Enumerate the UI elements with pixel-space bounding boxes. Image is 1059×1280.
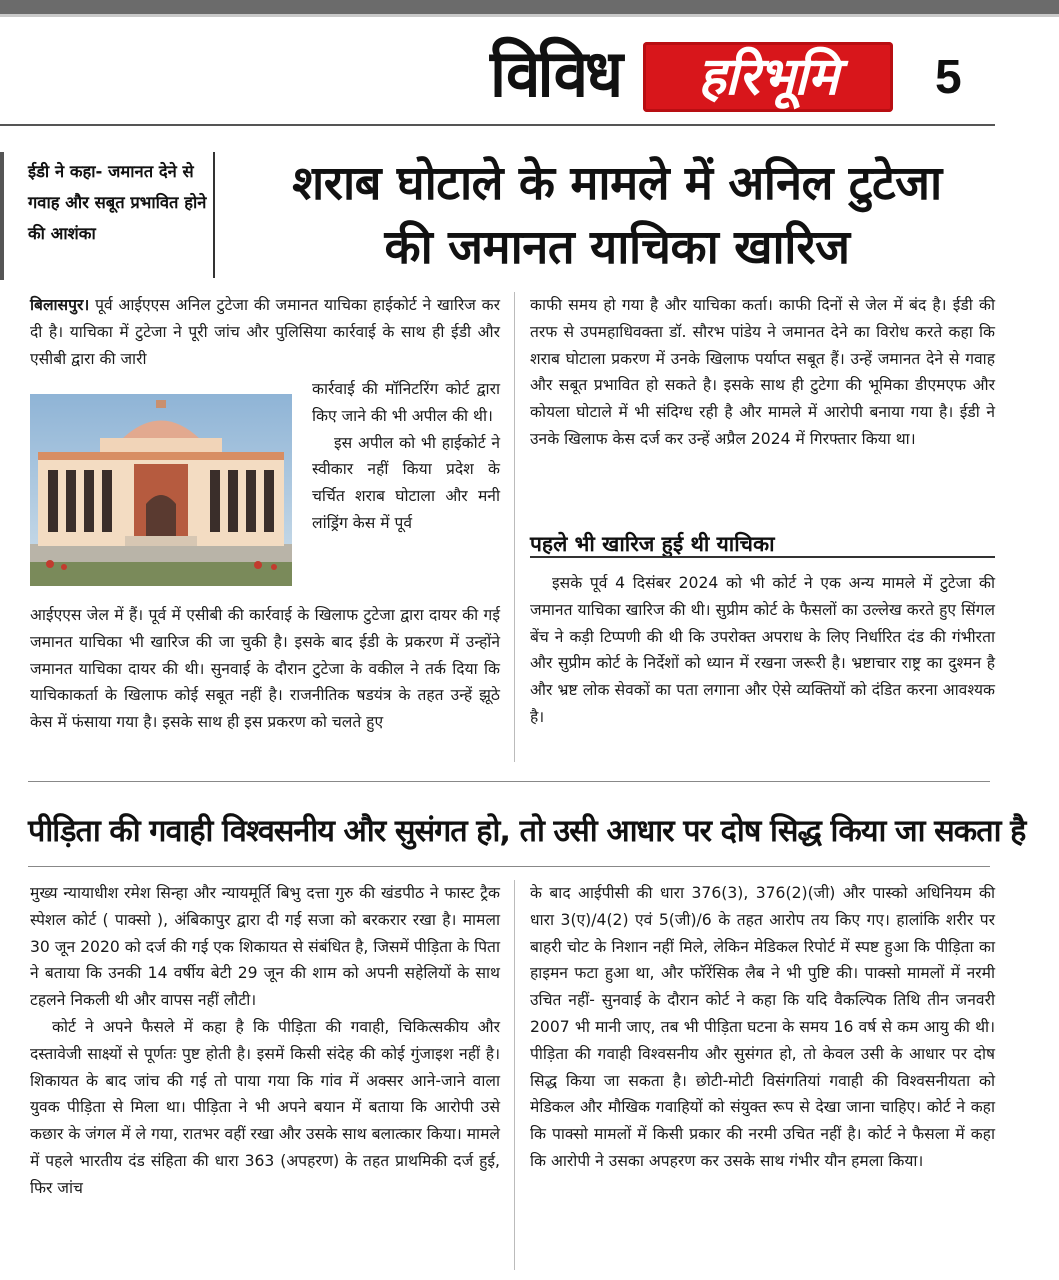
story2-col1-paragraph-2: कोर्ट ने अपने फैसले में कहा है कि पीड़िता की गवाही, चिकित्सकीय और दस्तावेजी साक्ष्यों से पूर्णतः पुष्ट होती है। इसमें किसी संदेह की कोई गुंजाइश नहीं है। शिकायत के बाद जांच की गई तो पाया गया कि गांव में अक्सर आने-जाने वाला युवक पीड़िता से मिला था। पीड़िता ने भी अपने बयान में बताया कि आरोपी उसे कछार के जंगल में ले गया, रातभर वहीं रखा और उसके साथ बलात्कार किया। मामले में पहले भारतीय दंड संहिता की धारा 363 (अपहरण) के तहत प्राथमिकी दर्ज हुई, फिर जांच	[30, 1017, 500, 1197]
masthead-rule	[0, 124, 995, 126]
story1-headline	[222, 152, 1012, 280]
section-label: विविध	[490, 35, 621, 112]
story1-wrap-paragraph-b: इस अपील को भी हाईकोर्ट ने स्वीकार नहीं किया प्रदेश के चर्चित शराब घोटाला और मनी लांड्रिंग केस में पूर्व	[312, 433, 500, 532]
page-top-line	[0, 14, 1059, 17]
headline-line-2: की जमानत याचिका खारिज	[384, 220, 850, 275]
story1-column-1-after	[30, 602, 500, 736]
page-top-band	[0, 0, 1059, 14]
story1-kicker: ईडी ने कहा- जमानत देने से गवाह और सबूत प्रभावित होने की आशंका	[28, 162, 207, 243]
left-edge-mark	[0, 152, 4, 280]
headline-line-1: शराब घोटाले के मामले में अनिल टुटेजा	[292, 156, 942, 211]
story-separator	[28, 781, 990, 782]
story2-headline: पीड़िता की गवाही विश्वसनीय और सुसंगत हो, तो उसी आधार पर दोष सिद्ध किया जा सकता है	[28, 814, 1026, 849]
story1-col2-paragraph-2: इसके पूर्व 4 दिसंबर 2024 को भी कोर्ट ने एक अन्य मामले में टुटेजा की जमानत याचिका खारिज की थी। सुप्रीम कोर्ट के फैसलों का उल्लेख करते हुए सिंगल बेंच ने कड़ी टिप्पणी की थी कि उपरोक्त अपराध के लिए निर्धारित दंड की गंभीरता और सुप्रीम कोर्ट के निर्देशों को ध्यान में रखना जरूरी है। भ्रष्टाचार राष्ट्र का दुश्मन है और भ्रष्ट लोक सेवकों का पता लगाना और ऐसे व्यक्तियों को दंडित करना आवश्यक है।	[530, 574, 995, 726]
subhead-rule	[530, 556, 995, 558]
story1-col2-paragraph: काफी समय हो गया है और याचिका कर्ता। काफी दिनों से जेल में बंद है। ईडी की तरफ से उपमहाधिवक्ता डॉ. सौरभ पांडेय ने जमानत देने का विरोध करते कहा कि शराब घोटाला प्रकरण में उनके खिलाफ पर्याप्त सबूत हैं। उन्हें जमानत देने से गवाह और सबूत प्रभावित हो सकते है। इसके साथ ही टुटेगा की भूमिका डीएमएफ और कोयला घोटाले में भी संदिग्ध रही है और मामले में आरोपी बनाया गया है। ईडी ने उनके खिलाफ केस दर्ज कर उन्हें अप्रैल 2024 में गिरफ्तार किया था।	[530, 296, 995, 448]
story1-after-paragraph: आईएएस जेल में हैं। पूर्व में एसीबी की कार्रवाई के खिलाफ टुटेजा द्वारा दायर की गई जमानत याचिका भी खारिज की जा चुकी है। इसके बाद ईडी के प्रकरण में उन्होंने जमानत याचिका दायर की थी। सुनवाई के दौरान टुटेजा के वकील ने तर्क दिया कि याचिकाकर्ता के खिलाफ कोई सबूत नहीं है। राजनीतिक षडयंत्र के तहत उन्हें झूठे केस में फंसाया गया है। इसके साथ ही इस प्रकरण को चलते हुए	[30, 606, 500, 732]
newspaper-logo	[643, 42, 893, 112]
highcourt-building-photo	[30, 394, 292, 586]
story2-headline-rule	[28, 866, 990, 867]
story1-subhead: पहले भी खारिज हुई थी याचिका	[530, 532, 775, 556]
story1-column-2	[530, 292, 995, 453]
page-number: 5	[935, 51, 962, 104]
story1-column-1-intro	[30, 292, 500, 372]
kicker-divider	[213, 152, 215, 278]
story1-column-2-part2	[530, 570, 995, 731]
dateline: बिलासपुर।	[30, 296, 90, 314]
story2-column-1	[30, 880, 500, 1202]
column-divider-2	[514, 880, 515, 1270]
story1-column-1-wrap	[312, 376, 500, 537]
story2-col2-paragraph: के बाद आईपीसी की धारा 376(3), 376(2)(जी) और पास्को अधिनियम की धारा 3(ए)/4(2) एवं 5(जी)/6 के तहत आरोप तय किए गए। हालांकि शरीर पर बाहरी चोट के निशान नहीं मिले, लेकिन मेडिकल रिपोर्ट में स्पष्ट हुआ कि पीड़िता का हाइमन फटा हुआ था, और फॉरेंसिक लैब ने भी पुष्टि की। पाक्सो मामलों में नरमी उचित नहीं- सुनवाई के दौरान कोर्ट ने कहा कि यदि वैकल्पिक तिथि तीन जनवरी 2007 भी मानी जाए, तब भी पीड़िता घटना के समय 16 वर्ष से कम आयु की थी। पीड़िता की गवाही विश्वसनीय और सुसंगत हो, तो केवल उसी के आधार पर दोष सिद्ध किया जा सकता है। छोटी-मोटी विसंगतियां गवाही की विश्वसनीयता को मेडिकल और मौखिक गवाहियों को संयुक्त रूप से देखा जाना चाहिए। कोर्ट ने कहा कि पाक्सो मामलों में किसी प्रकार की नरमी उचित नहीं है। कोर्ट ने फैसला में कहा कि आरोपी ने उसका अपहरण कर उसके साथ गंभीर यौन हमला किया।	[530, 884, 995, 1170]
story1-intro-text: पूर्व आईएएस अनिल टुटेजा की जमानत याचिका हाईकोर्ट ने खारिज कर दी है। याचिका में टुटेजा ने पूरी जांच और पुलिसिया कार्रवाई के साथ ही ईडी और एसीबी द्वारा की जारी	[30, 296, 500, 368]
story2-column-2	[530, 880, 995, 1175]
column-divider	[514, 292, 515, 762]
story1-wrap-paragraph-a: कार्रवाई की मॉनिटरिंग कोर्ट द्वारा किए जाने की भी अपील की थी।	[312, 380, 500, 425]
logo-text: हरिभूमि	[698, 47, 838, 107]
story2-col1-paragraph-1: मुख्य न्यायाधीश रमेश सिन्हा और न्यायमूर्ति बिभु दत्ता गुरु की खंडपीठ ने फास्ट ट्रैक स्पेशल कोर्ट ( पाक्सो ), अंबिकापुर द्वारा दी गई सजा को बरकरार रखा है। मामला 30 जून 2020 को दर्ज की गई एक शिकायत से संबंधित है, जिसमें पीड़िता के पिता ने बताया कि उनकी 14 वर्षीय बेटी 29 जून की शाम को अपनी सहेलियों के साथ टहलने निकली थी और वापस नहीं लौटी।	[30, 884, 500, 1010]
